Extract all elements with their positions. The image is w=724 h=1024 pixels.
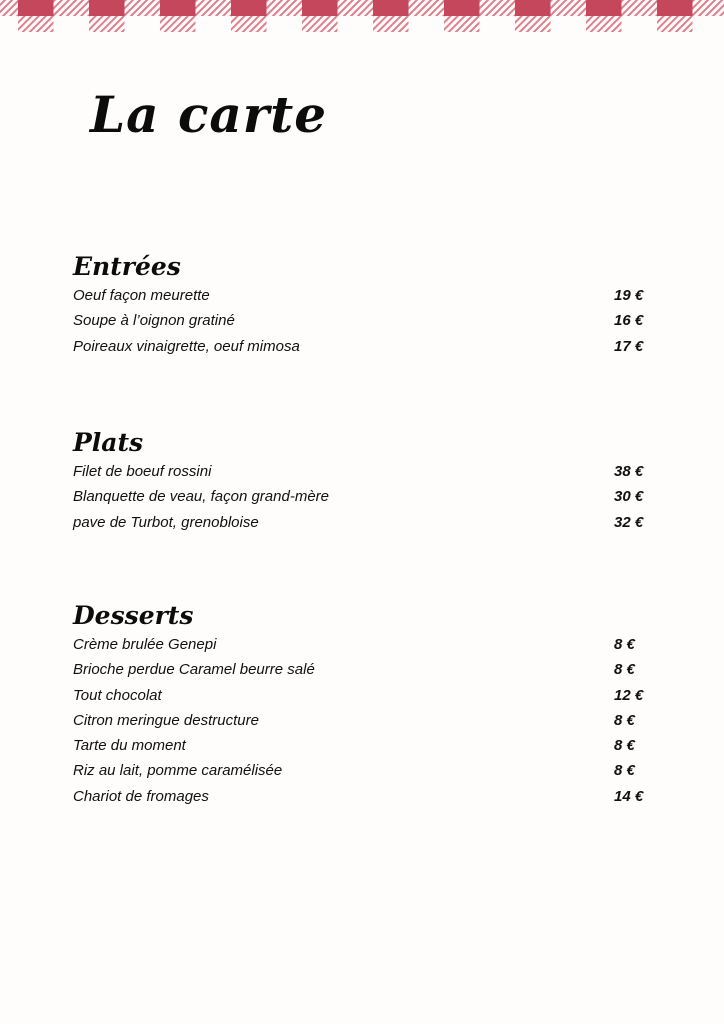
section-title: Plats xyxy=(73,428,144,457)
menu-item xyxy=(73,733,645,758)
menu-item-price: 16 € xyxy=(614,312,644,330)
menu-item xyxy=(73,683,645,708)
menu-item-price: 32 € xyxy=(614,513,644,531)
section-entrees xyxy=(73,251,645,359)
menu-item-price: 30 € xyxy=(614,488,644,506)
menu-item xyxy=(73,283,645,308)
menu-item xyxy=(73,484,645,509)
section-title: Desserts xyxy=(73,601,194,630)
menu-item xyxy=(73,334,645,359)
menu-item-price: 38 € xyxy=(614,463,644,480)
menu-item-name: Brioche perdue Caramel beurre salé xyxy=(73,661,315,679)
menu-item xyxy=(73,308,645,333)
menu-item xyxy=(73,758,645,783)
menu-list xyxy=(73,632,645,809)
menu-item xyxy=(73,657,645,682)
menu-item-price: 14 € xyxy=(614,787,644,805)
menu-item-name: Filet de boeuf rossini xyxy=(73,463,212,480)
menu-list xyxy=(73,283,645,359)
menu-item-name: Citron meringue destructure xyxy=(73,711,259,729)
menu-item-name: Riz au lait, pomme caramélisée xyxy=(73,762,283,780)
menu-item-name: Oeuf façon meurette xyxy=(73,287,210,304)
menu-item-name: Tarte du moment xyxy=(73,737,186,755)
section-desserts xyxy=(73,600,645,809)
gingham-border-decoration xyxy=(0,0,724,32)
menu-item-name: pave de Turbot, grenobloise xyxy=(73,513,259,531)
menu-item-name: Tout chocolat xyxy=(73,686,162,704)
menu-list xyxy=(73,459,645,535)
menu-item xyxy=(73,784,645,809)
menu-item xyxy=(73,459,645,484)
section-title: Entrées xyxy=(73,252,181,281)
menu-item-name: Blanquette de veau, façon grand-mère xyxy=(73,488,330,506)
section-plats xyxy=(73,427,645,535)
menu-item-name: Crème brulée Genepi xyxy=(73,636,217,653)
menu-item xyxy=(73,708,645,733)
page-title: La carte xyxy=(90,85,328,144)
menu-item-name: Chariot de fromages xyxy=(73,787,209,805)
menu-item xyxy=(73,632,645,657)
menu-item-price: 12 € xyxy=(614,686,644,704)
menu-item-price: 19 € xyxy=(614,287,644,304)
menu-item-price: 8 € xyxy=(614,762,635,780)
menu-item xyxy=(73,510,645,535)
menu-item-price: 8 € xyxy=(614,711,635,729)
menu-item-name: Soupe à l’oignon gratiné xyxy=(73,312,235,330)
menu-item-price: 8 € xyxy=(614,737,635,755)
menu-item-price: 8 € xyxy=(614,661,635,679)
menu-item-name: Poireaux vinaigrette, oeuf mimosa xyxy=(73,337,300,355)
menu-item-price: 8 € xyxy=(614,636,635,653)
menu-item-price: 17 € xyxy=(614,337,644,355)
